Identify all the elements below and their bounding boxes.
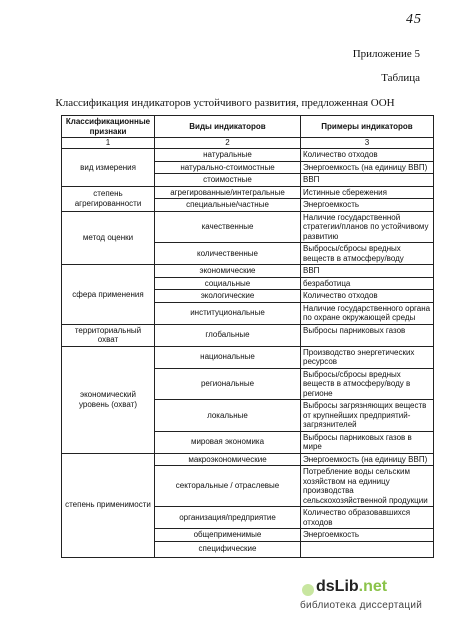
indicator-type: социальные bbox=[155, 277, 301, 290]
indicator-type: макроэкономические bbox=[155, 453, 301, 466]
indicator-type: специфические bbox=[155, 541, 301, 557]
header-types: Виды индикаторов bbox=[155, 116, 301, 138]
logo-icon bbox=[302, 584, 314, 596]
indicator-example: безработица bbox=[301, 277, 434, 290]
indicator-type: качественные bbox=[155, 211, 301, 243]
watermark-logo-suffix: .net bbox=[358, 578, 388, 595]
indicator-type: организация/предприятие bbox=[155, 507, 301, 529]
indicator-type: секторальные / отраслевые bbox=[155, 466, 301, 507]
document-title: Классификация индикаторов устойчивого развития, предложенная ООН bbox=[55, 97, 395, 109]
indicator-type: количественные bbox=[155, 243, 301, 265]
indicator-type: общеприменимые bbox=[155, 529, 301, 542]
indicator-type: натуральные bbox=[155, 149, 301, 162]
indicator-example: Потребление воды сельским хозяйством на единицу производства сельскохозяйственной продукции bbox=[301, 466, 434, 507]
page-number: 45 bbox=[406, 12, 422, 27]
indicator-type: институциональные bbox=[155, 302, 301, 324]
table-label: Таблица bbox=[381, 72, 420, 84]
indicator-example: Энергоемкость (на единицу ВВП) bbox=[301, 161, 434, 174]
indicator-type: стоимостные bbox=[155, 174, 301, 187]
column-number: 3 bbox=[301, 138, 434, 149]
indicator-example: Наличие государственной стратегии/планов по устойчивому развитию bbox=[301, 211, 434, 243]
indicator-example: Выбросы парниковых газов в мире bbox=[301, 431, 434, 453]
indicator-example: Производство энергетических ресурсов bbox=[301, 346, 434, 368]
table-row bbox=[62, 346, 434, 368]
indicator-type: национальные bbox=[155, 346, 301, 368]
indicator-example: Количество образовавшихся отходов bbox=[301, 507, 434, 529]
header-row bbox=[62, 116, 434, 138]
column-number: 1 bbox=[62, 138, 155, 149]
table-row bbox=[62, 453, 434, 466]
indicator-example: Энергоемкость (на единицу ВВП) bbox=[301, 453, 434, 466]
watermark-logo-name: dsLib bbox=[316, 578, 359, 595]
group-label: сфера применения bbox=[62, 265, 155, 325]
indicator-example: Энергоемкость bbox=[301, 199, 434, 212]
indicator-type: экологические bbox=[155, 290, 301, 303]
table-row bbox=[62, 149, 434, 162]
group-label: территориальный охват bbox=[62, 324, 155, 346]
indicator-type: специальные/частные bbox=[155, 199, 301, 212]
appendix-label: Приложение 5 bbox=[352, 48, 420, 60]
number-row bbox=[62, 138, 434, 149]
indicator-type: агрегированные/интегральные bbox=[155, 186, 301, 199]
group-label: степень применимости bbox=[62, 453, 155, 557]
classification-table bbox=[61, 115, 434, 558]
table-row bbox=[62, 186, 434, 199]
indicator-example: Выбросы/сбросы вредных веществ в атмосферу/воду в регионе bbox=[301, 368, 434, 400]
indicator-example: Энергоемкость bbox=[301, 529, 434, 542]
indicator-example: ВВП bbox=[301, 265, 434, 278]
indicator-example bbox=[301, 541, 434, 557]
group-label: метод оценки bbox=[62, 211, 155, 265]
table-row bbox=[62, 265, 434, 278]
watermark-logo bbox=[316, 578, 387, 596]
group-label: экономический уровень (охват) bbox=[62, 346, 155, 453]
column-number: 2 bbox=[155, 138, 301, 149]
indicator-type: экономические bbox=[155, 265, 301, 278]
indicator-example: Наличие государственного органа по охране окружающей среды bbox=[301, 302, 434, 324]
watermark-subtitle: библиотека диссертаций bbox=[300, 600, 423, 611]
indicator-example: Выбросы загрязняющих веществ от крупнейших предприятий-загрязнителей bbox=[301, 400, 434, 432]
header-classification: Классификационные признаки bbox=[62, 116, 155, 138]
indicator-type: глобальные bbox=[155, 324, 301, 346]
indicator-example: Количество отходов bbox=[301, 149, 434, 162]
indicator-type: натурально-стоимостные bbox=[155, 161, 301, 174]
indicator-example: ВВП bbox=[301, 174, 434, 187]
indicator-example: Истинные сбережения bbox=[301, 186, 434, 199]
dslib-watermark[interactable] bbox=[300, 574, 450, 624]
table-row bbox=[62, 324, 434, 346]
group-label: степень агрегированности bbox=[62, 186, 155, 211]
indicator-example: Выбросы/сбросы вредных веществ в атмосферу/воду bbox=[301, 243, 434, 265]
group-label: вид измерения bbox=[62, 149, 155, 187]
indicator-example: Выбросы парниковых газов bbox=[301, 324, 434, 346]
indicator-type: мировая экономика bbox=[155, 431, 301, 453]
table-row bbox=[62, 211, 434, 243]
header-examples: Примеры индикаторов bbox=[301, 116, 434, 138]
indicator-example: Количество отходов bbox=[301, 290, 434, 303]
indicator-type: локальные bbox=[155, 400, 301, 432]
indicator-type: региональные bbox=[155, 368, 301, 400]
